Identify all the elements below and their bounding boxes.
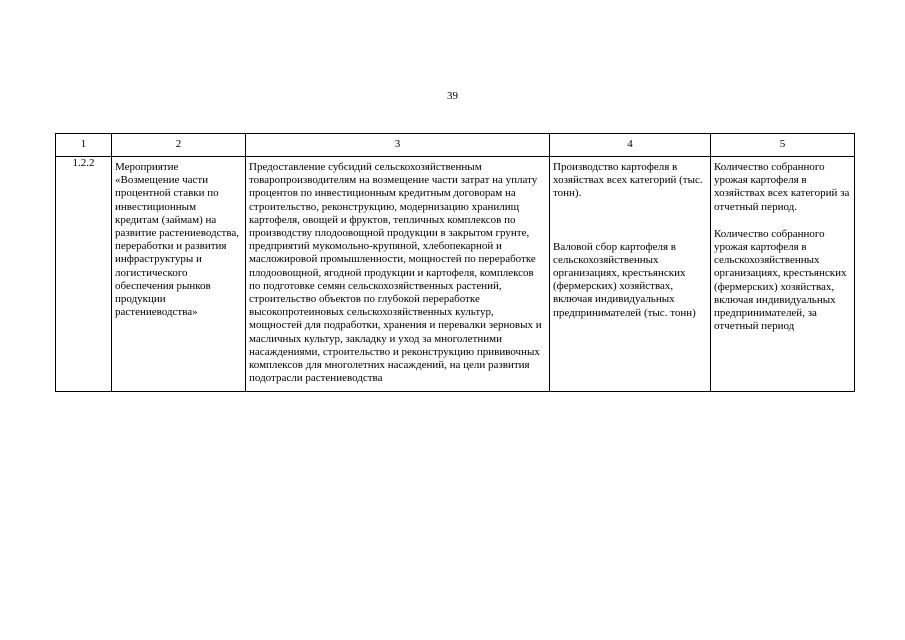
event-cell bbox=[112, 157, 246, 392]
column-header-2: 2 bbox=[112, 134, 246, 157]
results-cell bbox=[711, 157, 855, 392]
column-header-1: 1 bbox=[56, 134, 112, 157]
row-code: 1.2.2 bbox=[72, 157, 95, 169]
column-header-4: 4 bbox=[550, 134, 711, 157]
table-header-row bbox=[56, 134, 855, 157]
indicator-1: Производство картофеля в хозяйствах всех категорий (тыс. тонн). bbox=[553, 161, 703, 200]
column-header-5: 5 bbox=[711, 134, 855, 157]
indicators-cell bbox=[550, 157, 711, 392]
column-header-3: 3 bbox=[246, 134, 550, 157]
table-row bbox=[56, 157, 855, 392]
row-code-cell bbox=[56, 157, 112, 392]
event-description: Предоставление субсидий сельскохозяйственным товаропроизводителям на возмещение части затрат на уплату процентов по инвестиционным кредитным договорам на строительство, реконструкцию, модернизацию хранилищ картофеля, овощей и фруктов, тепличных комплексов по производству плодоовощной продукции в закрытом грунте, предприятий мукомольно-крупяной, хлебопекарной и масложировой промышленности, мощностей по переработке плодоовощной, ягодной продукции и картофеля, комплексов по подготовке семян сельскохозяйственных растений, строительство объектов по глубокой переработке высокопротеиновых сельскохозяйственных культур, мощностей для подработки, хранения и перевалки зерновых и масличных культур, закладку и уход за многолетними насаждениями, строительство и реконструкцию прививочных комплексов для многолетних насаждений, на цели развития подотрасли растениеводства bbox=[249, 161, 542, 385]
result-2: Количество собранного урожая картофеля в сельскохозяйственных организациях, крестьянских (фермерских) хозяйствах, включая индивидуальных предпринимателей, за отчетный период bbox=[714, 227, 847, 333]
description-cell bbox=[246, 157, 550, 392]
result-1: Количество собранного урожая картофеля в хозяйствах всех категорий за отчетный период. bbox=[714, 161, 850, 213]
indicator-2: Валовой сбор картофеля в сельскохозяйственных организациях, крестьянских (фермерских) хозяйствах, включая индивидуальных предпринимателей (тыс. тонн) bbox=[553, 240, 696, 319]
data-table bbox=[55, 133, 855, 392]
page-number: 39 bbox=[447, 90, 458, 102]
event-name: Мероприятие «Возмещение части процентной ставки по инвестиционным кредитам (займам) на развитие растениеводства, переработки и развития инфраструктуры и логистического обеспечения рынков продукции растениеводства» bbox=[115, 161, 240, 319]
